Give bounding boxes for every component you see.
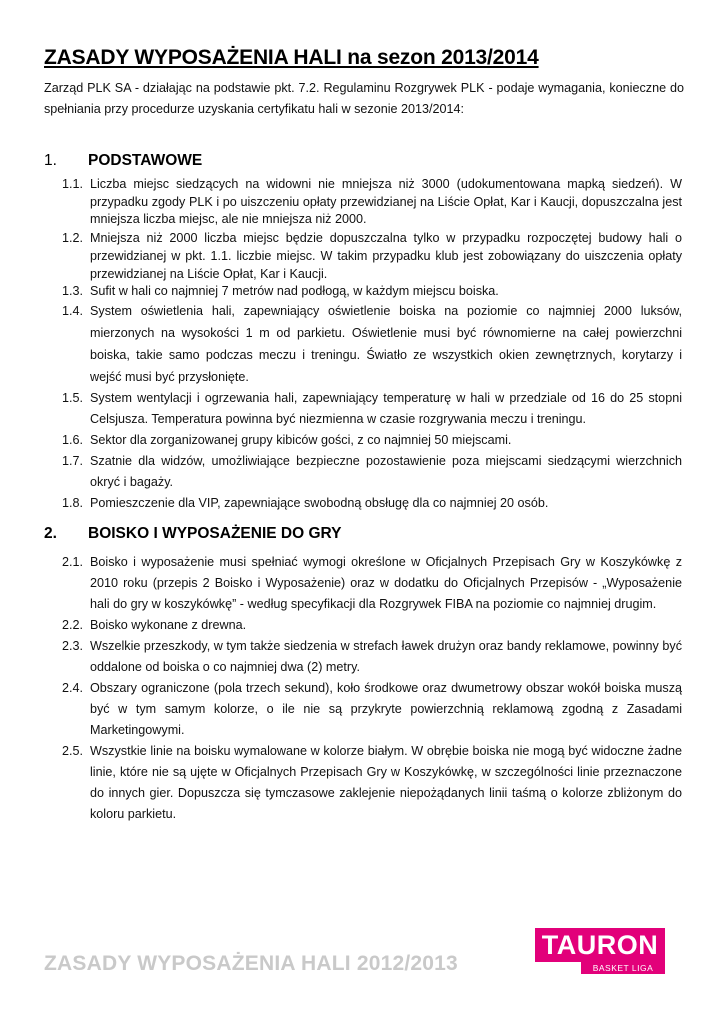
intro-paragraph: Zarząd PLK SA - działając na podstawie pkt. 7.2. Regulaminu Rozgrywek PLK - podaje wymagania, konieczne do spełniania przy procedurze uzyskania certyfikatu hali w sezonie 2013/2014:	[44, 81, 684, 116]
section-title: PODSTAWOWE	[88, 152, 203, 169]
list-item	[62, 451, 682, 493]
list-item	[62, 300, 682, 388]
footer-title: ZASADY WYPOSAŻENIA HALI 2012/2013	[44, 952, 458, 975]
section-title: BOISKO I WYPOSAŻENIE DO GRY	[88, 525, 342, 542]
item-number: 2.4.	[62, 681, 84, 695]
item-text: Wszelkie przeszkody, w tym także siedzenia w strefach ławek drużyn oraz bandy reklamowe, powinny być oddalone od boiska o co najmniej dwa (2) metry.	[90, 639, 682, 674]
item-number: 2.5.	[62, 744, 84, 758]
item-number: 1.3.	[62, 283, 84, 298]
item-text: Obszary ograniczone (pola trzech sekund), koło środkowe oraz dwumetrowy obszar wokół boiska muszą być w tym samym kolorze, o ile nie są przykryte powierzchnią reklamową zgodną z Zasadami Marketingowymi.	[90, 681, 682, 737]
item-text: Mniejsza niż 2000 liczba miejsc będzie dopuszczalna tylko w przypadku rozpoczętej budowy hali o przewidzianej w pkt. 1.1. liczbie miejsc. W takim przypadku klub jest zobowiązany do uiszczenia opłaty przewidzianej na Liście Opłat, Kar i Kaucji.	[90, 230, 682, 281]
item-number: 1.7.	[62, 453, 84, 468]
item-text: System wentylacji i ogrzewania hali, zapewniający temperaturę w hali w przedziale od 16 do 25 stopni Celsjusza. Temperatura powinna być niezmienna w czasie rozgrywania meczu i treningu.	[90, 390, 682, 426]
list-item	[62, 741, 682, 825]
item-text: Sufit w hali co najmniej 7 metrów nad podłogą, w każdym miejscu boiska.	[90, 283, 499, 298]
section-number: 2.	[44, 525, 57, 542]
item-text: Pomieszczenie dla VIP, zapewniające swobodną obsługę dla co najmniej 20 osób.	[90, 495, 549, 510]
logo-main-text: TAURON	[535, 928, 665, 962]
item-number: 1.2.	[62, 230, 84, 245]
item-number: 2.3.	[62, 639, 84, 653]
list-item	[62, 678, 682, 741]
item-number: 1.4.	[62, 303, 84, 318]
item-text: System oświetlenia hali, zapewniający oświetlenie boiska na poziomie co najmniej 2000 luksów, mierzonych na wysokości 1 m od parkietu. Oświetlenie musi być równomierne na całej powierzchni boiska, takie samo podczas meczu i treningu. Światło ze wszystkich okien zewnętrznych, korytarzy i wejść musi być przysłonięte.	[90, 303, 682, 384]
item-number: 1.6.	[62, 432, 84, 447]
section-1-heading	[44, 152, 202, 170]
item-text: Liczba miejsc siedzących na widowni nie mniejsza niż 3000 (udokumentowana mapką siedzeń). W przypadku zgody PLK i po uiszczeniu opłaty przewidzianej na Liście Opłat, Kar i Kaucji, dopuszczalna jest mniejsza liczba miejsc, ale nie mniejsza niż 2000.	[90, 177, 682, 226]
list-item	[62, 388, 682, 430]
list-item	[62, 552, 682, 615]
item-number: 1.5.	[62, 390, 84, 405]
item-text: Sektor dla zorganizowanej grupy kibiców gości, z co najmniej 50 miejscami.	[90, 432, 512, 447]
item-number: 2.1.	[62, 555, 84, 569]
section-2-heading	[44, 525, 341, 543]
item-number: 1.8.	[62, 495, 84, 510]
section-2-items	[62, 552, 682, 825]
list-item	[62, 493, 682, 514]
item-text: Szatnie dla widzów, umożliwiające bezpieczne pozostawienie poza miejscami siedzącymi wierzchnich okryć i bagaży.	[90, 453, 682, 489]
section-1-items	[62, 176, 682, 514]
list-item	[62, 176, 682, 229]
item-number: 1.1.	[62, 177, 84, 191]
document-title: ZASADY WYPOSAŻENIA HALI na sezon 2013/2014	[44, 46, 539, 69]
item-text: Boisko wykonane z drewna.	[90, 618, 247, 632]
list-item	[62, 636, 682, 678]
list-item	[62, 283, 682, 300]
item-text: Wszystkie linie na boisku wymalowane w kolorze białym. W obrębie boiska nie mogą być widoczne żadne linie, które nie są ujęte w Oficjalnych Przepisach Gry w Koszykówkę, w szczególności linie przeznaczone do innych gier. Dopuszcza się tymczasowe zaklejenie niepożądanych linii taśmą o kolorze zbliżonym do koloru parkietu.	[90, 744, 682, 821]
item-number: 2.2.	[62, 618, 84, 632]
list-item	[62, 229, 682, 283]
list-item	[62, 615, 682, 636]
section-number: 1.	[44, 152, 57, 169]
list-item	[62, 430, 682, 451]
item-text: Boisko i wyposażenie musi spełniać wymogi określone w Oficjalnych Przepisach Gry w Koszykówkę z 2010 roku (przepis 2 Boisko i Wyposażenie) oraz w dodatku do Oficjalnych Przepisów - „Wyposażenie hali do gry w koszykówkę” - według specyfikacji dla Rozgrywek FIBA na poziomie co najmniej drugim.	[90, 555, 682, 611]
logo-sub-text: BASKET LIGA	[581, 962, 665, 974]
tauron-basket-liga-logo	[535, 928, 665, 974]
